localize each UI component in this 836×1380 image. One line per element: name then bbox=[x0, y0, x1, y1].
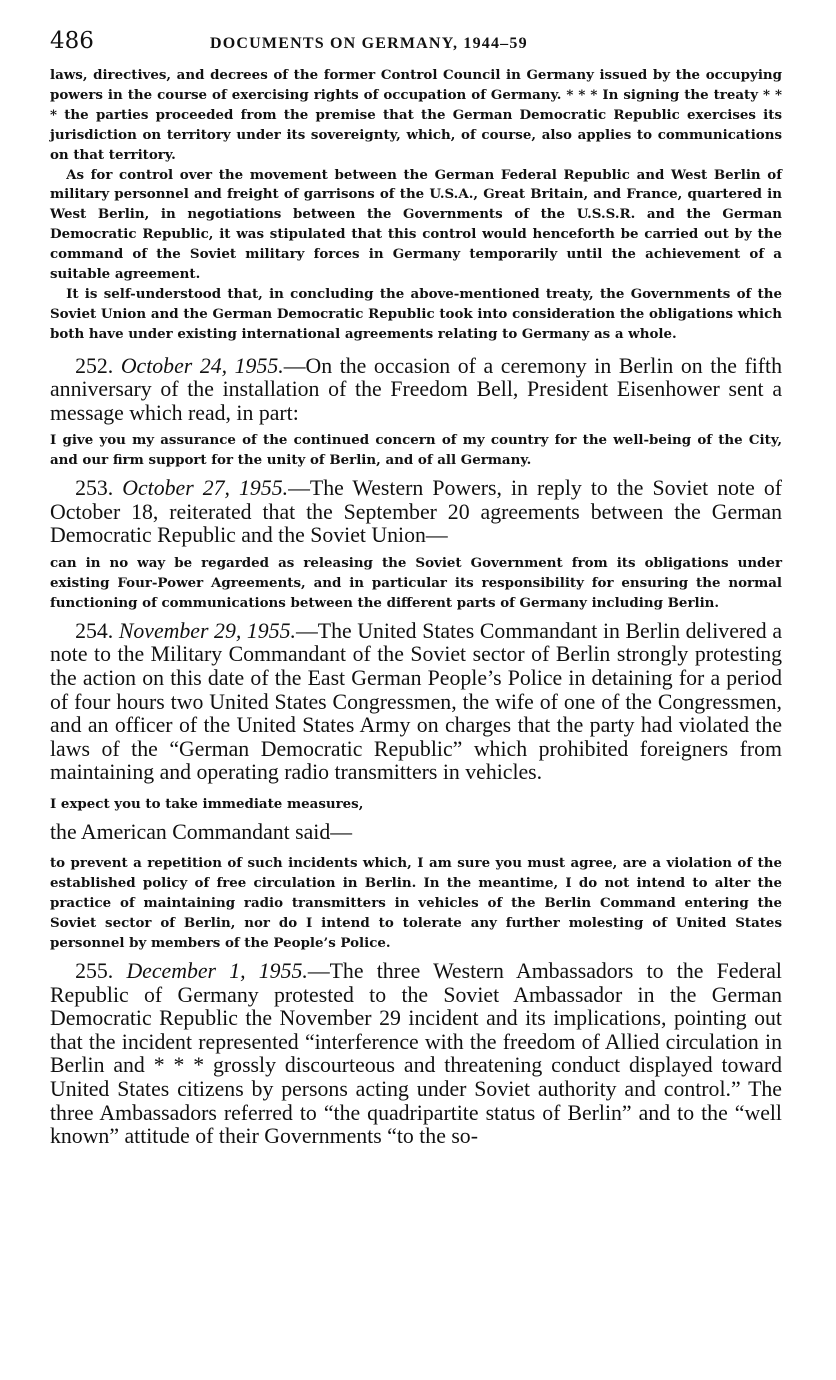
running-title: DOCUMENTS ON GERMANY, 1944–59 bbox=[210, 35, 528, 52]
entry-text: —The Western Powers, in reply to the Soviet note of October 18, reiterated that the September 20 agreements between the German Democratic Republic and the Soviet Union— bbox=[50, 476, 782, 548]
quote-paragraph-control: As for control over the movement between the German Federal Republic and West Berlin of military personnel and freight of garrisons of the U.S.A., Great Britain, and France, quartered in West Berlin, in negotiations between the Governments of the U.S.S.R. and the German Democratic Republic, it was stipulated that this control would henceforth be carried out by the command of the Soviet military forces in Germany temporarily until the achievement of a suitable agreement. bbox=[50, 166, 782, 283]
entry-text: —The three Western Ambassadors to the Federal Republic of Germany protested to the Soviet Ambassador in the German Democratic Republic the November 29 incident and its implications, pointing out that the incident represented “interference with the freedom of Allied circulation in Berlin and * * * grossly discourteous and threatening conduct displayed toward United States citizens by persons acting under Soviet authority and control.” The three Ambassadors referred to “the quadripartite status of Berlin” and to the “well known” attitude of their Governments “to the so- bbox=[50, 958, 782, 1149]
entry-date: December 1, 1955. bbox=[126, 958, 308, 983]
entry-date: October 27, 1955. bbox=[122, 476, 289, 501]
entry-number: 255. bbox=[75, 958, 114, 983]
entry-253-quote: can in no way be regarded as releasing the Soviet Government from its obligations under existing Four-Power Agreements, and in particular its responsibility for ensuring the normal functioning of communications between the different parts of Germany including Berlin. bbox=[50, 555, 782, 611]
running-head bbox=[50, 28, 782, 62]
entry-date: October 24, 1955. bbox=[120, 353, 284, 378]
entry-number: 254. bbox=[75, 618, 114, 643]
entry-text: —On the occasion of a ceremony in Berlin on the fifth anniversary of the installation of the Freedom Bell, President Eisenhower sent a message which read, in part: bbox=[50, 353, 783, 425]
entry-number: 253. bbox=[75, 476, 114, 501]
entry-254-quote-continued: to prevent a repetition of such incidents which, I am sure you must agree, are a violation of the established policy of free circulation in Berlin. In the meantime, I do not intend to alter the practice of maintaining radio transmitters in vehicles of the Berlin Command entering the Soviet sector of Berlin, nor do I intend to tolerate any further molesting of United States personnel by members of the People’s Police. bbox=[50, 855, 782, 952]
entry-date: November 29, 1955. bbox=[118, 618, 296, 643]
quote-paragraph-continued: laws, directives, and decrees of the former Control Council in Germany issued by the occupying powers in the course of exercising rights of occupation of Germany. * * * In signing the treaty * * * the parties proceeded from the premise that the German Democratic Republic exercises its jurisdiction on territory under its sovereignty, which, of course, also applies to communications on that territory. bbox=[50, 67, 782, 163]
quote-paragraph-understood: It is self-understood that, in concluding the above-mentioned treaty, the Governments of the Soviet Union and the German Democratic Republic took into consideration the obligations which both have under existing international agreements relating to Germany as a whole. bbox=[50, 285, 782, 342]
entry-252 bbox=[50, 355, 782, 426]
entry-254-bridge: the American Commandant said— bbox=[50, 819, 353, 844]
entry-255 bbox=[50, 960, 782, 1149]
page-number: 486 bbox=[50, 28, 94, 54]
entry-252-quote: I give you my assurance of the continued concern of my country for the well-being of the City, and our firm support for the unity of Berlin, and of all Germany. bbox=[50, 432, 782, 469]
entry-254 bbox=[50, 620, 782, 785]
entry-254-quote-opening: I expect you to take immediate measures, bbox=[50, 795, 364, 812]
entry-text: —The United States Commandant in Berlin delivered a note to the Military Commandant of the Soviet sector of Berlin strongly protesting the action on this date of the East German People’s Police in detaining for a period of four hours two United States Congressmen, the wife of one of the Congressmen, and an officer of the United States Army on charges that the party had violated the laws of the “German Democratic Republic” which prohibited foreigners from maintaining and operating radio transmitters in vehicles. bbox=[50, 618, 782, 785]
entry-253 bbox=[50, 477, 782, 548]
entry-number: 252. bbox=[75, 353, 114, 378]
